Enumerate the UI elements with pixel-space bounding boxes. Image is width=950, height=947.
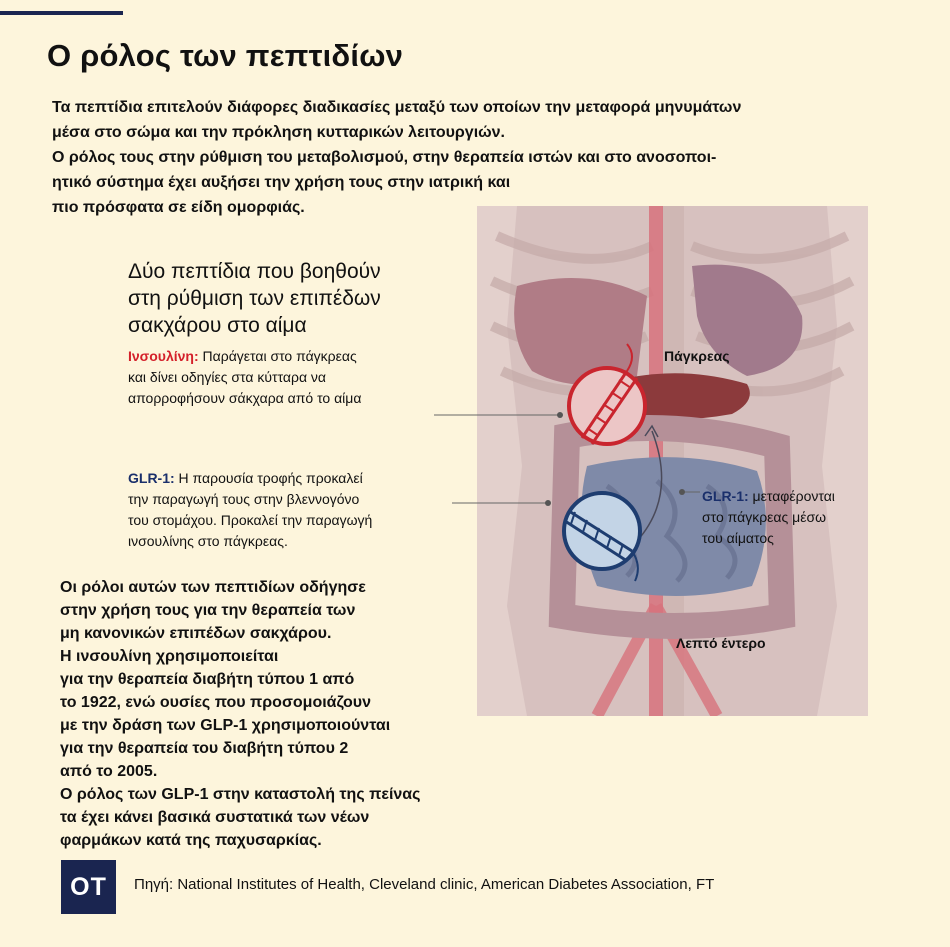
glr1-transport-line: του αίματος [702, 530, 774, 546]
glr1-line: Η παρουσία τροφής προκαλεί [174, 470, 363, 486]
insulin-line: και δίνει οδηγίες στα κύτταρα να [128, 369, 327, 385]
roles-line: για την θεραπεία του διαβήτη τύπου 2 [60, 740, 349, 757]
intro-line: ητικό σύστημα έχει αυξήσει την χρήση τους στην ιατρική και [52, 174, 511, 191]
insulin-line: Παράγεται στο πάγκρεας [198, 348, 357, 364]
roles-line: Ο ρόλος των GLP-1 στην καταστολή της πείνας [60, 786, 421, 803]
intro-line: Ο ρόλος τους στην ρύθμιση του μεταβολισμού, στην θεραπεία ιστών και στο ανοσοποι- [52, 149, 717, 166]
roles-line: Οι ρόλοι αυτών των πεπτιδίων οδήγησε [60, 579, 366, 596]
intro-line: μέσα στο σώμα και την πρόκληση κυτταρικών λειτουργιών. [52, 124, 505, 141]
glr1-transport-label [702, 486, 835, 549]
subtitle-line: στη ρύθμιση των επιπέδων [128, 287, 381, 310]
glr1-transport-line: στο πάγκρεας μέσω [702, 509, 827, 525]
insulin-description [128, 346, 448, 409]
roles-line: με την δράση των GLP-1 χρησιμοποιούνται [60, 717, 391, 734]
subtitle-line: Δύο πεπτίδια που βοηθούν [128, 260, 381, 283]
pancreas-label: Πάγκρεας [664, 348, 730, 364]
page-title: Ο ρόλος των πεπτιδίων [47, 38, 404, 73]
roles-line: φαρμάκων κατά της παχυσαρκίας. [60, 832, 322, 849]
small-intestine-label: Λεπτό έντερο [676, 635, 766, 651]
glr1-description [128, 468, 458, 552]
subtitle [128, 258, 458, 339]
glr1-line: του στομάχου. Προκαλεί την παραγωγή [128, 512, 373, 528]
source-credit: Πηγή: National Institutes of Health, Cleveland clinic, American Diabetes Association, FT [134, 876, 715, 893]
roles-paragraph [60, 576, 500, 852]
glr1-line: την παραγωγή τους στην βλεννογόνο [128, 491, 360, 507]
intro-line: Τα πεπτίδια επιτελούν διάφορες διαδικασίες μεταξύ των οποίων την μεταφορά μηνυμάτων [52, 99, 742, 116]
subtitle-line: σακχάρου στο αίμα [128, 314, 307, 337]
ot-logo: OT [61, 860, 116, 914]
roles-line: μη κανονικών επιπέδων σακχάρου. [60, 625, 332, 642]
roles-line: Η ινσουλίνη χρησιμοποιείται [60, 648, 279, 665]
roles-line: το 1922, ενώ ουσίες που προσομοιάζουν [60, 694, 371, 711]
glr1-transport-line: μεταφέρονται [748, 488, 835, 504]
glr1-line: ινσουλίνης στο πάγκρεας. [128, 533, 288, 549]
roles-line: για την θεραπεία διαβήτη τύπου 1 από [60, 671, 355, 688]
roles-line: από το 2005. [60, 763, 158, 780]
roles-line: τα έχει κάνει βασικά συστατικά των νέων [60, 809, 370, 826]
glr1-label: GLR-1: [128, 470, 175, 486]
intro-line: πιο πρόσφατα σε είδη ομορφιάς. [52, 199, 305, 216]
roles-line: στην χρήση τους για την θεραπεία των [60, 602, 356, 619]
insulin-line: απορροφήσουν σάκχαρα από το αίμα [128, 390, 362, 406]
glr1-transport-title: GLR-1: [702, 488, 749, 504]
insulin-label: Ινσουλίνη: [128, 348, 199, 364]
